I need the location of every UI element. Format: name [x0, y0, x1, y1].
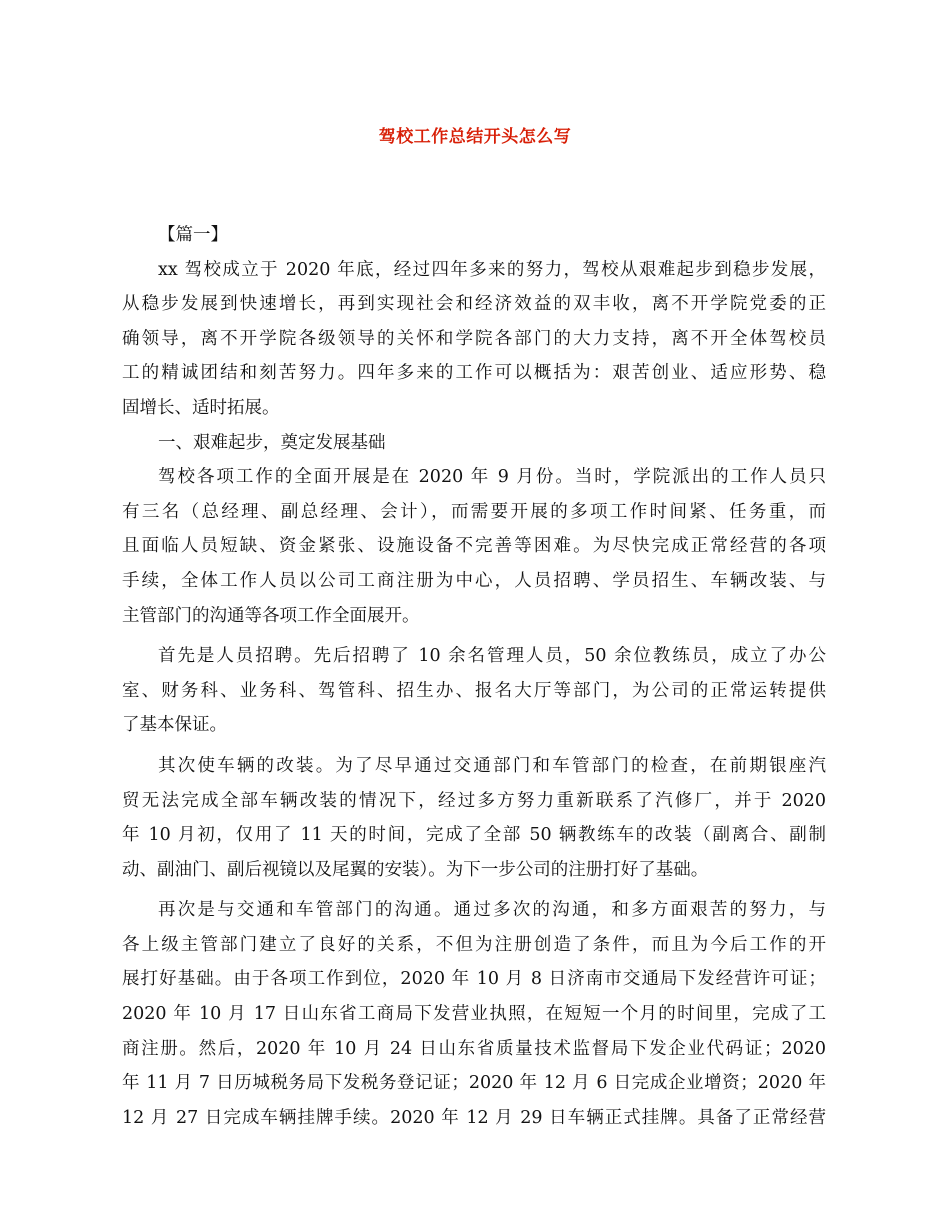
text-line: 固增长、适时拓展。: [122, 397, 280, 418]
text-line: 各上级主管部门建立了良好的关系，不但为注册创造了条件，而且为今后工作的开: [122, 934, 826, 955]
document-title: 驾校工作总结开头怎么写: [378, 127, 572, 147]
text-line: 动、副油门、副后视镜以及尾翼的安装）。为下一步公司的注册打好了基础。: [122, 859, 709, 880]
text-line: 2020 年 10 月 17 日山东省工商局下发营业执照，在短短一个月的时间里，完成了工: [122, 1004, 826, 1025]
subheading: [122, 426, 826, 461]
text-line: 年 10 月初，仅用了 11 天的时间，完成了全部 50 辆教练车的改装（副离合、副制: [122, 825, 826, 846]
text-line: 工的精诚团结和刻苦努力。四年多来的工作可以概括为：艰苦创业、适应形势、稳: [122, 363, 826, 384]
section-label: 【篇一】: [158, 225, 228, 245]
text-line: 从稳步发展到快速增长，再到实现社会和经济效益的双丰收，离不开学院党委的正: [122, 294, 826, 315]
text-line: 展打好基础。由于各项工作到位，2020 年 10 月 8 日济南市交通局下发经营许可证；: [122, 969, 826, 990]
text-line: 手续，全体工作人员以公司工商注册为中心，人员招聘、学员招生、车辆改装、与: [122, 570, 826, 591]
text-line: 再次是与交通和车管部门的沟通。通过多次的沟通，和多方面艰苦的努力，与: [158, 900, 826, 921]
text-line: 室、财务科、业务科、驾管科、招生办、报名大厅等部门，为公司的正常运转提供: [122, 680, 826, 701]
text-line: 了基本保证。: [122, 715, 227, 736]
text-line: 12 月 27 日完成车辆挂牌手续。2020 年 12 月 29 日车辆正式挂牌。具备了正常经营: [122, 1107, 826, 1128]
paragraph: [122, 253, 826, 426]
paragraph: [122, 460, 826, 633]
text-line: 驾校各项工作的全面开展是在 2020 年 9 月份。当时，学院派出的工作人员只: [158, 467, 826, 488]
text-line: 确领导，离不开学院各级领导的关怀和学院各部门的大力支持，离不开全体驾校员: [122, 328, 826, 349]
text-line: 且面临人员短缺、资金紧张、设施设备不完善等困难。为尽快完成正常经营的各项: [122, 536, 826, 557]
text-line: 贸无法完成全部车辆改装的情况下，经过多方努力重新联系了汽修厂，并于 2020: [122, 790, 826, 811]
text-line: 年 11 月 7 日历城税务局下发税务登记证；2020 年 12 月 6 日完成企业增资；2020 年: [122, 1073, 826, 1094]
text-line: 一、艰难起步，奠定发展基础: [158, 432, 386, 453]
text-line: xx 驾校成立于 2020 年底，经过四年多来的努力，驾校从艰难起步到稳步发展，: [158, 259, 826, 280]
text-line: 其次使车辆的改装。为了尽早通过交通部门和车管部门的检查，在前期银座汽: [158, 755, 826, 776]
paragraph: [122, 639, 826, 743]
paragraph: [122, 893, 826, 1135]
paragraph: [122, 749, 826, 887]
text-line: 有三名（总经理、副总经理、会计），而需要开展的多项工作时间紧、任务重，而: [122, 501, 826, 522]
document-body: [122, 218, 826, 1135]
text-line: 主管部门的沟通等各项工作全面展开。: [122, 605, 420, 626]
text-line: 商注册。然后，2020 年 10 月 24 日山东省质量技术监督局下发企业代码证；2020: [122, 1038, 826, 1059]
text-line: 首先是人员招聘。先后招聘了 10 余名管理人员，50 余位教练员，成立了办公: [158, 646, 826, 667]
